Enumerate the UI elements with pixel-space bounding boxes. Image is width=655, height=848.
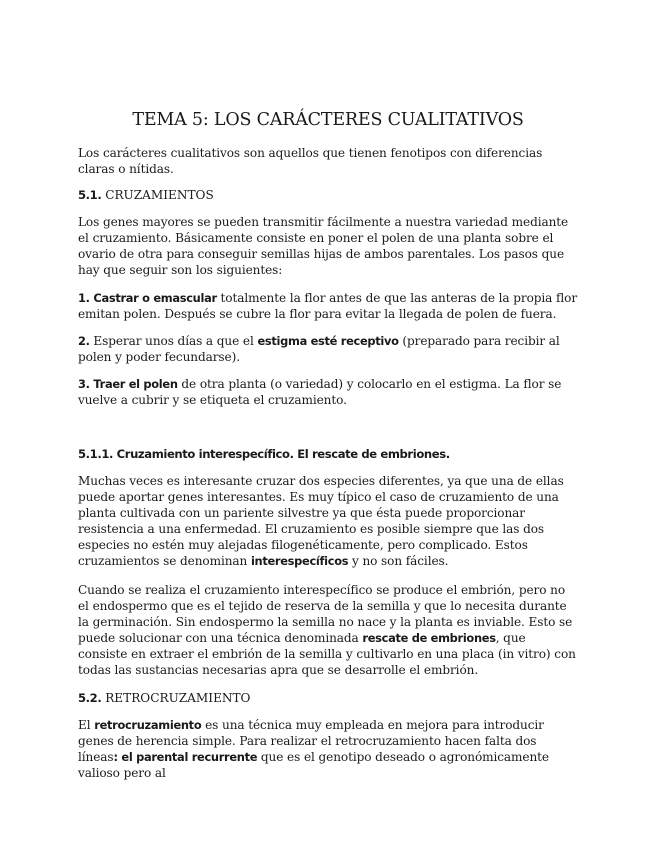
paragraph-text: Cuando se realiza el cruzamiento interespecífico se produce el embrión, pero no el endospermo que es el tejido de reserva de la semilla y que lo necesita durante la germinación. Sin endospermo la semilla no nace y la planta es inviable. Esto se puede solucionar con una técnica denominada [78,583,573,646]
step-keyword: Traer el polen [93,377,178,391]
paragraph-text-end: , que consiste en extraer el embrión de la semilla y cultivarlo en una placa (in vitro) con todas las sustancias necesarias apra que se desarrolle el embrión. [78,631,576,678]
keyword-rescate-de-embriones: rescate de embriones [362,631,496,646]
step-text: totalmente la flor antes de que las anteras de la propia flor emitan polen. Después se cubre la flor para evitar la llegada de polen de fuera. [78,291,578,322]
step-keyword: estigma esté receptivo [257,334,399,348]
section-title: CRUZAMIENTOS [105,188,214,202]
paragraph-text: El [78,718,95,732]
step-1 [78,290,578,322]
step-text-pre: Esperar unos días a que el [89,334,258,348]
keyword-interespecificos: interespecíficos [250,554,349,569]
step-number: 2. [78,334,90,348]
paragraph-text-end: y no son fáciles. [348,554,449,569]
step-number: 3. [78,377,90,391]
section-title: RETROCRUZAMIENTO [105,691,251,705]
step-text: de otra planta (o variedad) y colocarlo en el estigma. La flor se vuelve a cubrir y se etiqueta el cruzamiento. [78,377,562,408]
step-number: 1. [78,291,90,305]
page-title: TEMA 5: LOS CARÁCTERES CUALITATIVOS [132,110,524,130]
keyword-parental-recurrente: : el parental recurrente [113,750,258,765]
retrocruzamiento-paragraph [78,717,578,781]
section-heading-cruzamientos [78,187,578,203]
section-number: 5.1. [78,188,102,202]
paragraph-text-mid: es una técnica muy empleada en mejora para introducir genes de herencia simple. Para realizar el retrocruzamiento hacen falta dos líneas [78,718,544,765]
intro-paragraph: Los carácteres cualitativos son aquellos que tienen fenotipos con diferencias claras o nítidas. [78,146,543,177]
paragraph-text: Muchas veces es interesante cruzar dos especies diferentes, ya que una de ellas puede aportar genes interesantes. Es muy típico el caso de cruzamiento de una planta cultivada con un pariente silvestre ya que ésta puede proporcionar resistencia a una enfermedad. El cruzamiento es posible siempre que las dos especies no estén muy alejadas filogenéticamente, pero complicado. Estos cruzamientos se denominan [78,474,564,569]
step-2 [78,333,578,365]
section-number: 5.2. [78,691,102,705]
step-text: (preparado para recibir al polen y poder fecundarse). [78,334,560,365]
section-heading-retrocruzamiento [78,690,578,706]
interespecifico-paragraph-1 [78,473,578,570]
subsection-heading-interespecifico: 5.1.1. Cruzamiento interespecífico. El rescate de embriones. [78,447,450,461]
paragraph-text-end: que es el genotipo deseado o agronómicamente valioso pero al [78,750,549,781]
cruzamientos-paragraph: Los genes mayores se pueden transmitir fácilmente a nuestra variedad mediante el cruzamiento. Básicamente consiste en poner el polen de una planta sobre el ovario de otra para conseguir semillas hijas de ambos parentales. Los pasos que hay que seguir son los siguientes: [78,215,569,278]
step-3 [78,376,578,408]
interespecifico-paragraph-2 [78,582,578,679]
step-keyword: Castrar o emascular [93,291,217,305]
keyword-retrocruzamiento: retrocruzamiento [94,718,202,732]
